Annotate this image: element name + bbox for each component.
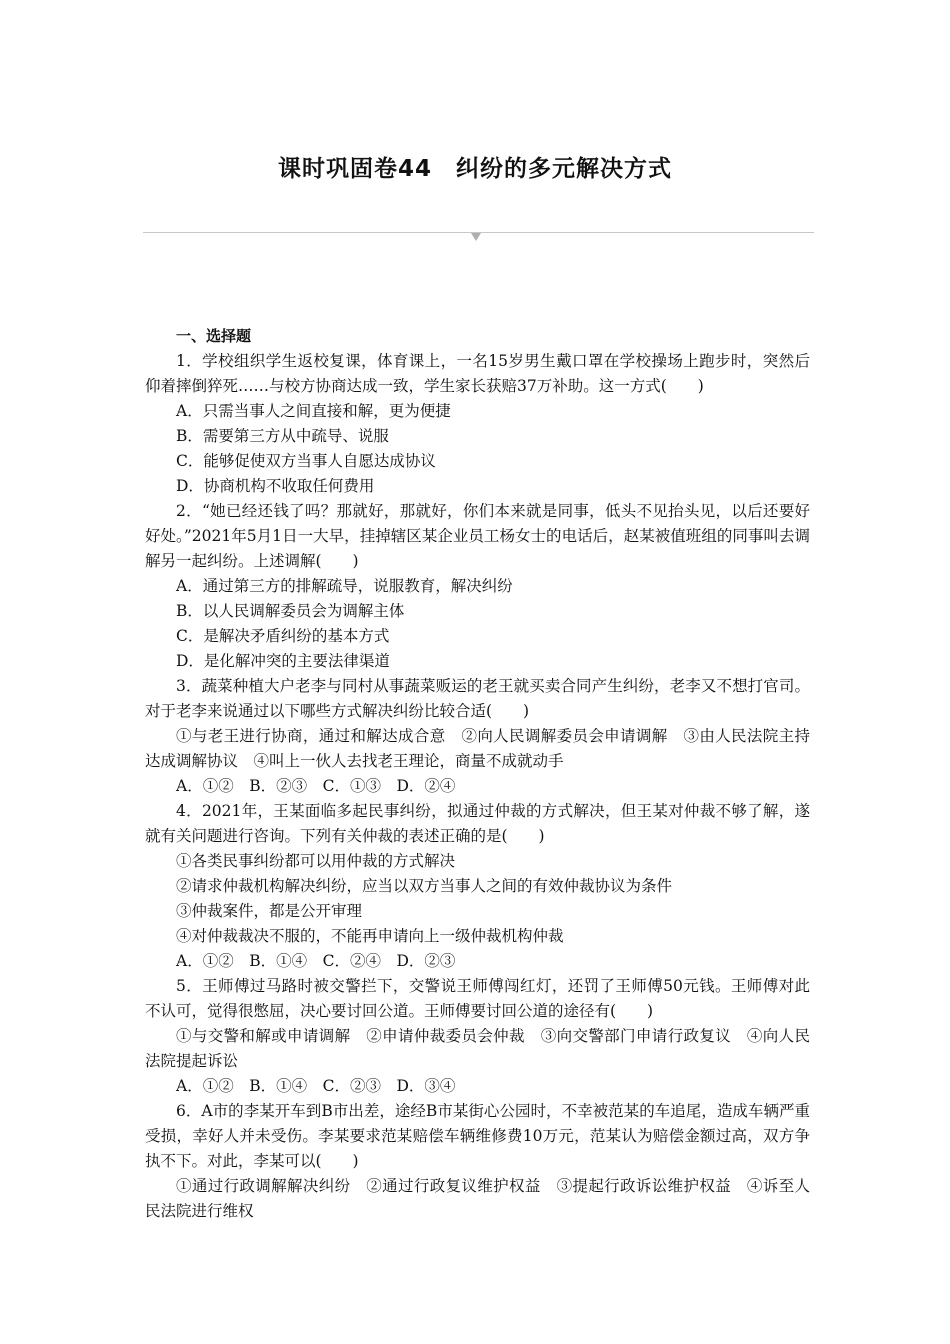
divider-arrow-icon [471, 233, 481, 241]
question-stem: 3．蔬菜种植大户老李与同村从事蔬菜贩运的老王就买卖合同产生纠纷，老李又不想打官司。对于老李来说通过以下哪些方式解决纠纷比较合适( ) [145, 677, 810, 720]
answer-option: C．是解决矛盾纠纷的基本方式 [176, 627, 390, 645]
answer-option: B．以人民调解委员会为调解主体 [176, 602, 405, 620]
answer-option: D．是化解冲突的主要法律渠道 [176, 652, 390, 670]
question-stem: 6．A市的李某开车到B市出差，途经B市某街心公园时，不幸被范某的车追尾，造成车辆严重受损，幸好人并未受伤。李某要求范某赔偿车辆维修费10万元，范某认为赔偿金额过高，双方争执不下。对此，李某可以( ) [145, 1102, 810, 1170]
statement-item: ③仲裁案件，都是公开审理 [176, 902, 363, 920]
question-stem: 2．“她已经还钱了吗？那就好，那就好，你们本来就是同事，低头不见抬头见，以后还要好好处。”2021年5月1日一大早，挂掉辖区某企业员工杨女士的电话后，赵某被值班组的同事叫去调解另一起纠纷。上述调解( ) [145, 502, 810, 570]
answer-option: A．通过第三方的排解疏导，说服教育，解决纠纷 [176, 577, 513, 595]
statement-item: ①与老王进行协商，通过和解达成合意 ②向人民调解委员会申请调解 ③由人民法院主持达成调解协议 ④叫上一伙人去找老王理论，商量不成就动手 [145, 727, 810, 770]
section-heading: 一、选择题 [176, 327, 252, 345]
question-stem: 1．学校组织学生返校复课，体育课上，一名15岁男生戴口罩在学校操场上跑步时，突然后仰着摔倒猝死……与校方协商达成一致，学生家长获赔37万补助。这一方式( ) [145, 352, 810, 395]
question-stem: 4．2021年，王某面临多起民事纠纷，拟通过仲裁的方式解决，但王某对仲裁不够了解，遂就有关问题进行咨询。下列有关仲裁的表述正确的是( ) [145, 802, 810, 845]
question-list [145, 349, 810, 1224]
answer-option: C．能够促使双方当事人自愿达成协议 [176, 452, 436, 470]
statement-item: ④对仲裁裁决不服的，不能再申请向上一级仲裁机构仲裁 [176, 927, 564, 945]
answer-option: B．需要第三方从中疏导、说服 [176, 427, 389, 445]
answer-option: A．只需当事人之间直接和解，更为便捷 [176, 402, 451, 420]
answer-option: D．协商机构不收取任何费用 [176, 477, 375, 495]
statement-item: ①与交警和解或申请调解 ②申请仲裁委员会仲裁 ③向交警部门申请行政复议 ④向人民法院提起诉讼 [145, 1027, 810, 1070]
question-content [145, 324, 810, 1224]
statement-item: ②请求仲裁机构解决纠纷，应当以双方当事人之间的有效仲裁协议为条件 [176, 877, 673, 895]
answer-option: A．①② B．②③ C．①③ D．②④ [176, 777, 456, 795]
answer-option: A．①② B．①④ C．②③ D．③④ [176, 1077, 456, 1095]
answer-option: A．①② B．①④ C．②④ D．②③ [176, 952, 456, 970]
statement-item: ①各类民事纠纷都可以用仲裁的方式解决 [176, 852, 456, 870]
question-stem: 5．王师傅过马路时被交警拦下，交警说王师傅闯红灯，还罚了王师傅50元钱。王师傅对此不认可，觉得很憋屈，决心要讨回公道。王师傅要讨回公道的途径有( ) [145, 977, 810, 1020]
statement-item: ①通过行政调解解决纠纷 ②通过行政复议维护权益 ③提起行政诉讼维护权益 ④诉至人民法院进行维权 [145, 1177, 810, 1220]
page-title: 课时巩固卷44 纠纷的多元解决方式 [277, 156, 672, 182]
